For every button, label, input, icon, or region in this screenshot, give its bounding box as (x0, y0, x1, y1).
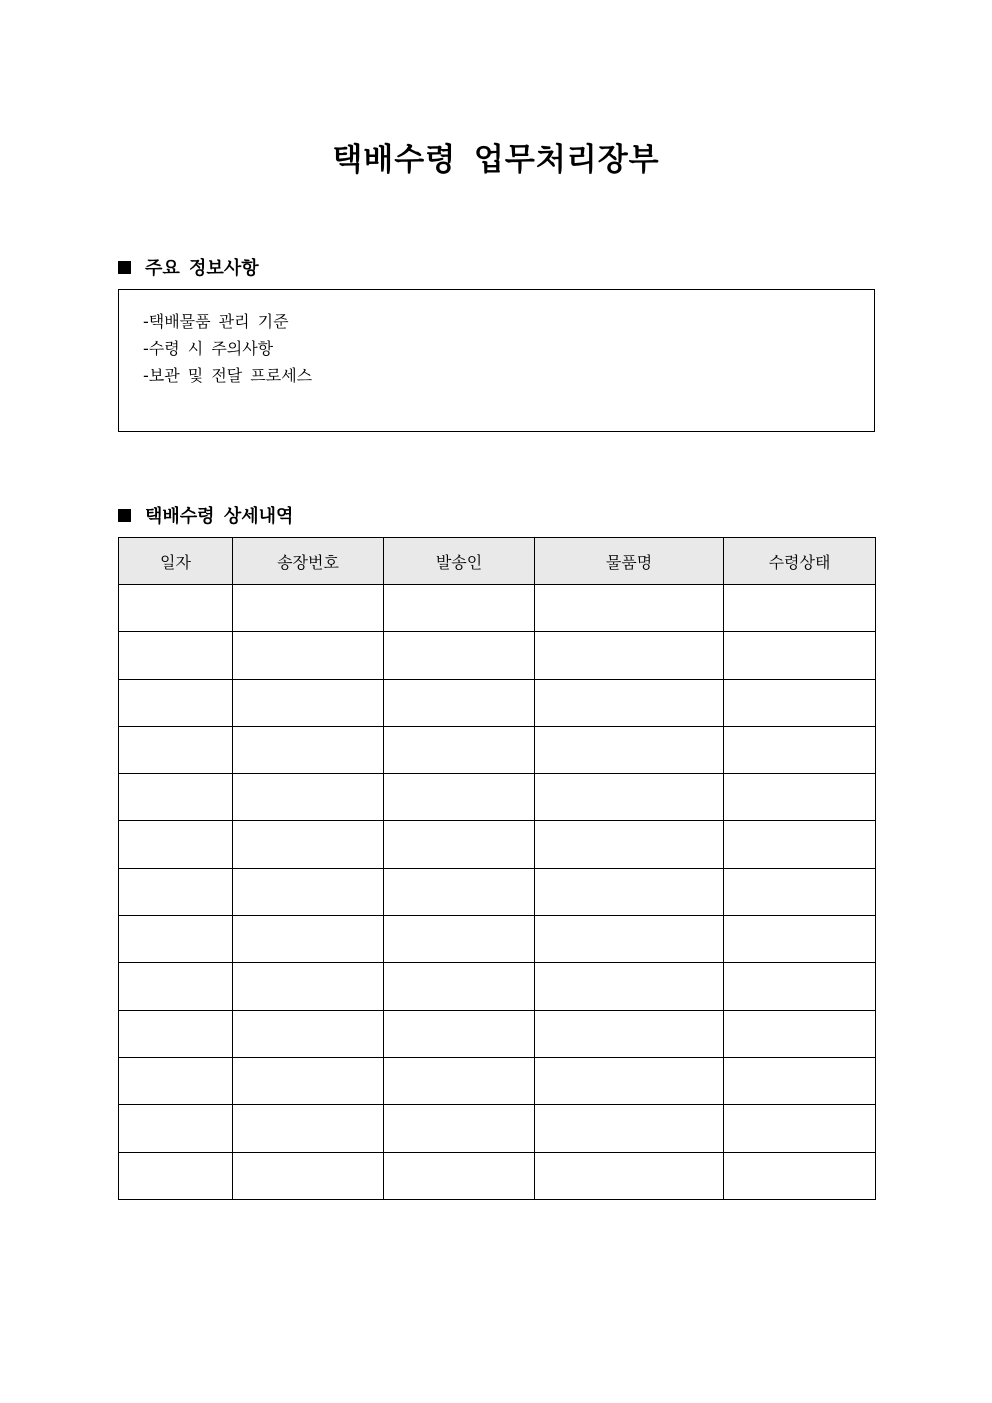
cell-date[interactable] (119, 868, 233, 915)
info-section-heading-label: 주요 정보사항 (145, 258, 259, 279)
cell-tracking-number[interactable] (233, 632, 384, 679)
cell-item-name[interactable] (535, 632, 724, 679)
cell-date[interactable] (119, 774, 233, 821)
column-header-receipt-status: 수령상태 (724, 538, 876, 585)
table-row (119, 1152, 876, 1199)
cell-tracking-number[interactable] (233, 1057, 384, 1104)
cell-sender[interactable] (384, 774, 535, 821)
cell-tracking-number[interactable] (233, 821, 384, 868)
column-header-tracking-number: 송장번호 (233, 538, 384, 585)
cell-sender[interactable] (384, 632, 535, 679)
cell-item-name[interactable] (535, 726, 724, 773)
table-row (119, 632, 876, 679)
cell-date[interactable] (119, 1152, 233, 1199)
info-box (118, 289, 875, 432)
info-line: -수령 시 주의사항 (143, 339, 274, 358)
delivery-ledger-table (118, 537, 876, 1200)
table-row (119, 774, 876, 821)
cell-receipt-status[interactable] (724, 821, 876, 868)
cell-item-name[interactable] (535, 774, 724, 821)
cell-sender[interactable] (384, 679, 535, 726)
column-header-date: 일자 (119, 538, 233, 585)
cell-sender[interactable] (384, 1105, 535, 1152)
cell-tracking-number[interactable] (233, 1010, 384, 1057)
cell-item-name[interactable] (535, 868, 724, 915)
table-header-row (119, 538, 876, 585)
square-bullet-icon (118, 261, 131, 274)
cell-date[interactable] (119, 1057, 233, 1104)
cell-sender[interactable] (384, 963, 535, 1010)
cell-receipt-status[interactable] (724, 632, 876, 679)
cell-sender[interactable] (384, 916, 535, 963)
info-line: -택배물품 관리 기준 (143, 312, 289, 331)
column-header-item-name: 물품명 (535, 538, 724, 585)
cell-date[interactable] (119, 585, 233, 632)
table-row (119, 679, 876, 726)
table-row (119, 726, 876, 773)
cell-item-name[interactable] (535, 585, 724, 632)
table-row (119, 821, 876, 868)
cell-receipt-status[interactable] (724, 868, 876, 915)
cell-receipt-status[interactable] (724, 1057, 876, 1104)
cell-item-name[interactable] (535, 821, 724, 868)
cell-date[interactable] (119, 916, 233, 963)
cell-receipt-status[interactable] (724, 963, 876, 1010)
cell-date[interactable] (119, 963, 233, 1010)
cell-receipt-status[interactable] (724, 916, 876, 963)
table-row (119, 1105, 876, 1152)
cell-date[interactable] (119, 1105, 233, 1152)
page-title: 택배수령 업무처리장부 (332, 142, 660, 178)
cell-tracking-number[interactable] (233, 916, 384, 963)
info-line: -보관 및 전달 프로세스 (143, 366, 313, 385)
cell-date[interactable] (119, 679, 233, 726)
cell-receipt-status[interactable] (724, 774, 876, 821)
cell-receipt-status[interactable] (724, 1105, 876, 1152)
cell-receipt-status[interactable] (724, 1010, 876, 1057)
square-bullet-icon (118, 509, 131, 522)
column-header-sender: 발송인 (384, 538, 535, 585)
cell-sender[interactable] (384, 1010, 535, 1057)
table-body (119, 585, 876, 1200)
cell-item-name[interactable] (535, 1152, 724, 1199)
table-row (119, 1057, 876, 1104)
cell-date[interactable] (119, 1010, 233, 1057)
cell-receipt-status[interactable] (724, 679, 876, 726)
cell-sender[interactable] (384, 585, 535, 632)
cell-item-name[interactable] (535, 1105, 724, 1152)
cell-sender[interactable] (384, 1057, 535, 1104)
cell-tracking-number[interactable] (233, 585, 384, 632)
cell-sender[interactable] (384, 821, 535, 868)
cell-sender[interactable] (384, 726, 535, 773)
cell-tracking-number[interactable] (233, 1152, 384, 1199)
cell-date[interactable] (119, 821, 233, 868)
detail-section-heading-label: 택배수령 상세내역 (145, 506, 294, 527)
cell-receipt-status[interactable] (724, 585, 876, 632)
table-row (119, 585, 876, 632)
cell-item-name[interactable] (535, 963, 724, 1010)
info-section-heading (118, 254, 259, 280)
cell-receipt-status[interactable] (724, 726, 876, 773)
cell-item-name[interactable] (535, 679, 724, 726)
cell-date[interactable] (119, 726, 233, 773)
cell-date[interactable] (119, 632, 233, 679)
cell-sender[interactable] (384, 868, 535, 915)
table-row (119, 916, 876, 963)
table-row (119, 963, 876, 1010)
detail-section-heading (118, 502, 293, 528)
table-row (119, 1010, 876, 1057)
cell-tracking-number[interactable] (233, 963, 384, 1010)
table-row (119, 868, 876, 915)
cell-tracking-number[interactable] (233, 774, 384, 821)
cell-tracking-number[interactable] (233, 679, 384, 726)
cell-tracking-number[interactable] (233, 1105, 384, 1152)
cell-item-name[interactable] (535, 1010, 724, 1057)
cell-tracking-number[interactable] (233, 726, 384, 773)
cell-item-name[interactable] (535, 1057, 724, 1104)
cell-tracking-number[interactable] (233, 868, 384, 915)
cell-item-name[interactable] (535, 916, 724, 963)
cell-sender[interactable] (384, 1152, 535, 1199)
cell-receipt-status[interactable] (724, 1152, 876, 1199)
